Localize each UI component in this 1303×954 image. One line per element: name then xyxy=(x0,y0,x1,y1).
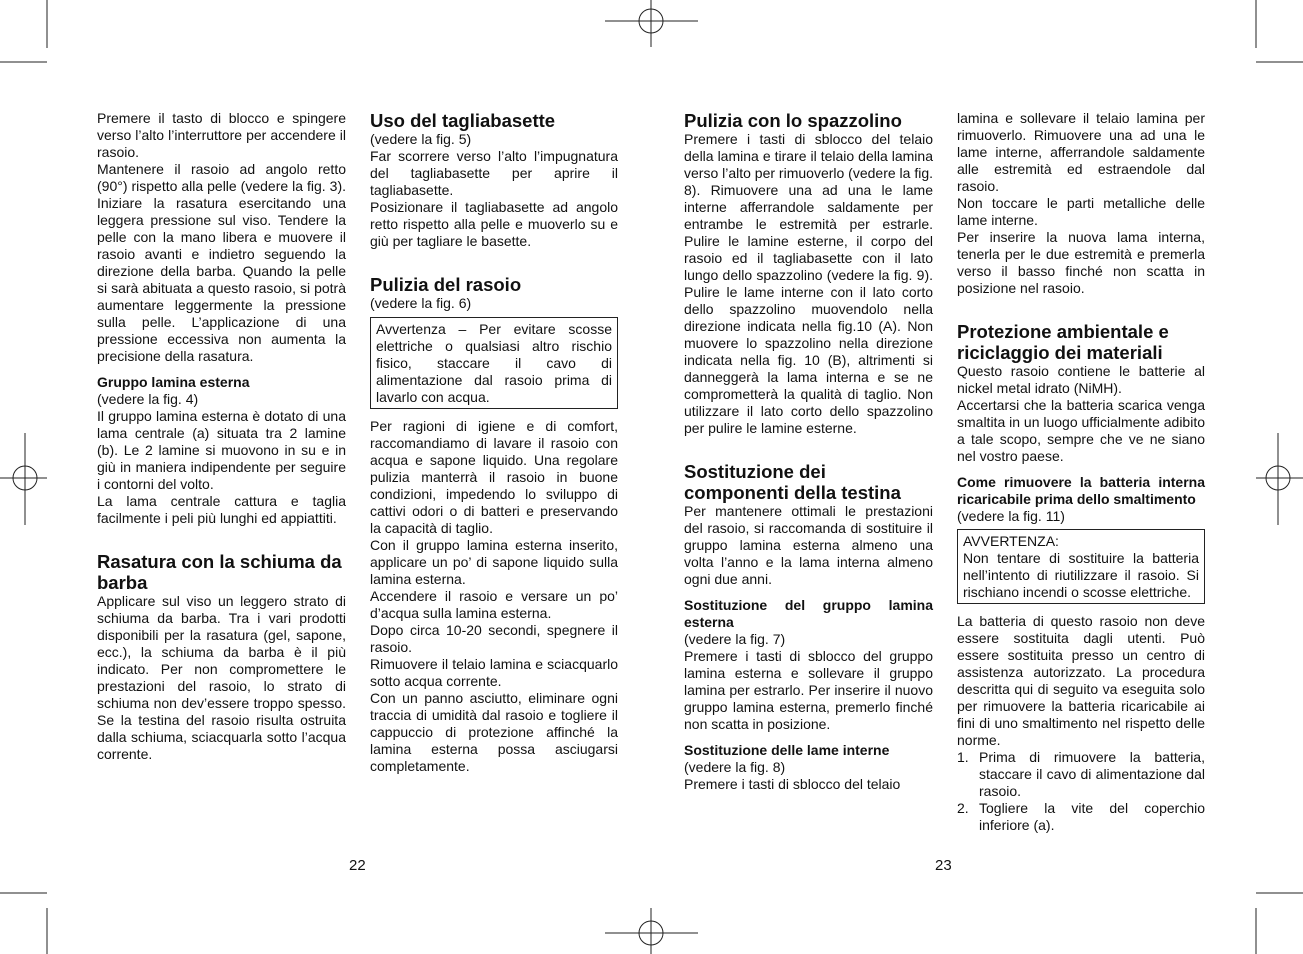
column-4 xyxy=(957,110,1205,834)
paragraph: Premere i tasti di sblocco del gruppo lamina esterna e sollevare il gruppo lamina per estrarlo. Per inserire il nuovo gruppo lamina esterna, premerlo finché non scatta in posizione. xyxy=(684,648,933,732)
step-text: Prima di rimuovere la batteria, staccare il cavo di alimentazione dal rasoio. xyxy=(979,749,1205,799)
paragraph: La batteria di questo rasoio non deve essere sostituita dagli utenti. Può essere sostituita presso un centro di assistenza autorizzato. La procedura descritta qui di seguito va eseguita solo per rimuovere la batteria ricaricabile ai fini di uno smaltimento nel rispetto delle norme. xyxy=(957,613,1205,748)
paragraph: Per inserire la nuova lama interna, tenerla per le due estremità e premerla verso il basso finché non scatta in posizione nel rasoio. xyxy=(957,229,1205,296)
figure-reference: (vedere la fig. 7) xyxy=(684,631,786,647)
section-heading: Come rimuovere la batteria interna ricaricabile prima dello smaltimento xyxy=(957,474,1205,507)
section-heading: Protezione ambientale e riciclaggio dei materiali xyxy=(957,321,1169,363)
step-number: 2. xyxy=(957,800,969,816)
paragraph: Far scorrere verso l’alto l’impugnatura del tagliabasette per aprire il tagliabasette. xyxy=(370,148,618,198)
paragraph: Questo rasoio contiene le batterie al nickel metal idrato (NiMH). xyxy=(957,363,1205,396)
column-2 xyxy=(370,110,618,775)
paragraph: lamina e sollevare il telaio lamina per rimuoverlo. Rimuovere una ad una le lame interne, afferrandole saldamente alle estremità ed estraendole dal rasoio. xyxy=(957,110,1205,194)
list-item xyxy=(957,800,1205,834)
page-number-left: 22 xyxy=(349,857,366,874)
paragraph: Il gruppo lamina esterna è dotato di una lama centrale (a) situata tra 2 lamine (b). Le 2 lamine si muovono in su e in giù in maniera indipendente per seguire i contorni del volto. xyxy=(97,408,346,492)
paragraph: Premere i tasti di sblocco del telaio della lamina e tirare il telaio della lamina verso l’alto per rimuoverlo (vedere la fig. 8). Rimuovere una ad una le lame interne afferrandole saldamente per entrambe le estremità per estrarle. Pulire le lamine esterne, il corpo del rasoio ed il tagliabasette con il lato lungo dello spazzolino (vedere la fig. 9). Pulire le lame interne con il lato corto dello spazzolino muovendolo nella direzione indicata nella fig.10 (A). Non muovere lo spazzolino nella direzione indicata nella fig. 10 (B), altrimenti si danneggerà la lama interna e se ne comprometterà la qualità di taglio. Non utilizzare il lato corto dello spazzolino per pulire le lamine esterne. xyxy=(684,131,933,436)
paragraph: Premere i tasti di sblocco del telaio xyxy=(684,776,901,792)
warning-title: AVVERTENZA: xyxy=(963,533,1059,549)
paragraph: Dopo circa 10-20 secondi, spegnere il rasoio. xyxy=(370,622,618,655)
section-heading: Pulizia con lo spazzolino xyxy=(684,110,902,131)
warning-box xyxy=(957,529,1205,604)
section-heading: Sostituzione delle lame interne xyxy=(684,742,890,758)
paragraph: Per ragioni di igiene e di comfort, raccomandiamo di lavare il rasoio con acqua e sapone liquido. Una regolare pulizia manterrà il rasoio in buone condizioni, impedendo lo sviluppo di cattivi odori o di batteri e preservando la capacità di taglio. xyxy=(370,418,618,536)
column-3 xyxy=(684,110,933,793)
paragraph: Applicare sul viso un leggero strato di schiuma da barba. Tra i vari prodotti disponibili per la rasatura (gel, sapone, ecc.), la schiuma da barba è il più indicato. Per non compromettere le prestazioni del rasoio, lo strato di schiuma non dev’essere troppo spesso. Se la testina del rasoio risulta ostruita dalla schiuma, sciacquarla sotto l’acqua corrente. xyxy=(97,593,346,762)
paragraph: Accertarsi che la batteria scarica venga smaltita in un luogo ufficialmente adibito a tale scopo, sempre che ve ne siano nel vostro paese. xyxy=(957,397,1206,464)
step-text: Togliere la vite del coperchio inferiore (a). xyxy=(979,800,1205,833)
section-heading: Sostituzione dei componenti della testina xyxy=(684,461,901,503)
paragraph: Con il gruppo lamina esterna inserito, applicare un po’ di sapone liquido sulla lamina esterna. xyxy=(370,537,618,587)
paragraph: Con un panno asciutto, eliminare ogni traccia di umidità dal rasoio e togliere il cappuccio di protezione affinché la lamina esterna possa asciugarsi completamente. xyxy=(370,690,618,774)
paragraph: Posizionare il tagliabasette ad angolo retto rispetto alla pelle e muoverlo su e giù per tagliare le basette. xyxy=(370,199,618,249)
steps-list xyxy=(957,749,1205,834)
section-heading: Rasatura con la schiuma da barba xyxy=(97,551,342,593)
column-1 xyxy=(97,110,346,763)
section-heading: Gruppo lamina esterna xyxy=(97,374,250,390)
paragraph: Per mantenere ottimali le prestazioni del rasoio, si raccomanda di sostituire il gruppo lamina esterna almeno una volta l’anno e la lama interna almeno ogni due anni. xyxy=(684,503,933,587)
figure-reference: (vedere la fig. 8) xyxy=(684,759,786,775)
paragraph: Mantenere il rasoio ad angolo retto (90°) rispetto alla pelle (vedere la fig. 3). Iniziare la rasatura esercitando una leggera pressione sul viso. Tendere la pelle con la mano libera e muovere il rasoio avanti e indietro seguendo la direzione della barba. Quando la pelle si sarà abituata a questo rasoio, si potrà aumentare leggermente la pressione sulla pelle. L’applicazione di una pressione eccessiva non aumenta la precisione della rasatura. xyxy=(97,161,346,364)
figure-reference: (vedere la fig. 6) xyxy=(370,295,472,311)
step-number: 1. xyxy=(957,749,969,765)
paragraph: Premere il tasto di blocco e spingere verso l’alto l’interruttore per accendere il rasoio. xyxy=(97,110,346,160)
figure-reference: (vedere la fig. 11) xyxy=(957,508,1065,524)
paragraph: Non toccare le parti metalliche delle lame interne. xyxy=(957,195,1205,228)
list-item xyxy=(957,749,1205,800)
section-heading: Pulizia del rasoio xyxy=(370,274,522,295)
warning-text: Non tentare di sostituire la batteria nell’intento di riutilizzare il rasoio. Si rischiano incendi o scosse elettriche. xyxy=(963,550,1199,600)
paragraph: Accendere il rasoio e versare un po’ d’acqua sulla lamina esterna. xyxy=(370,588,618,621)
section-heading: Sostituzione del gruppo lamina esterna xyxy=(684,597,933,630)
figure-reference: (vedere la fig. 5) xyxy=(370,131,472,147)
paragraph: La lama centrale cattura e taglia facilmente i peli più lunghi ed appiattiti. xyxy=(97,493,346,526)
warning-box: Avvertenza – Per evitare scosse elettriche o qualsiasi altro rischio fisico, staccare il cavo di alimentazione dal rasoio prima di lavarlo con acqua. xyxy=(370,317,618,409)
figure-reference: (vedere la fig. 4) xyxy=(97,391,199,407)
page-number-right: 23 xyxy=(935,857,952,874)
paragraph: Rimuovere il telaio lamina e sciacquarlo sotto acqua corrente. xyxy=(370,656,618,689)
section-heading: Uso del tagliabasette xyxy=(370,110,556,131)
